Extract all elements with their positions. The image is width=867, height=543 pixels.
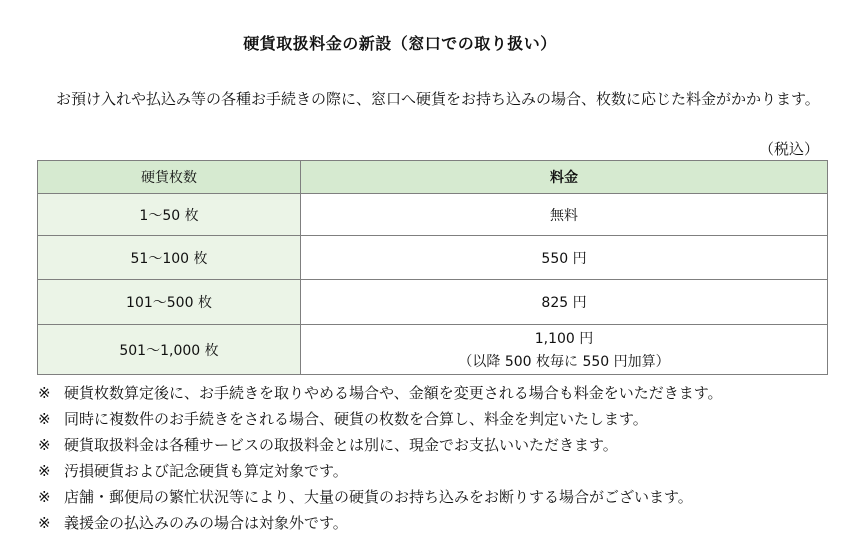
note-mark: ※ (38, 514, 51, 532)
note-item (38, 406, 838, 432)
note-item (38, 432, 838, 458)
fee-cell (301, 280, 828, 325)
note-text: 同時に複数件のお手続きをされる場合、硬貨の枚数を合算し、料金を判定いたします。 (64, 410, 648, 428)
fee-value: 無料 (550, 207, 578, 224)
note-text: 硬貨枚数算定後に、お手続きを取りやめる場合や、金額を変更される場合も料金をいただきます。 (64, 384, 723, 402)
note-mark: ※ (38, 462, 51, 480)
header-fee: 料金 (301, 161, 828, 194)
note-text: 店舗・郵便局の繁忙状況等により、大量の硬貨のお持ち込みをお断りする場合がございます。 (64, 488, 693, 506)
note-mark: ※ (38, 384, 51, 402)
fee-cell (301, 194, 828, 236)
note-item (38, 510, 838, 536)
table-row (38, 325, 828, 375)
coin-count-cell: 501～1,000 枚 (38, 325, 301, 375)
fee-cell (301, 236, 828, 280)
table-header-row (38, 161, 828, 194)
intro-paragraph: お預け入れや払込み等の各種お手続きの際に、窓口へ硬貨をお持ち込みの場合、枚数に応じた料金がかかります。 (56, 90, 820, 108)
fee-value: 1,100 円 (534, 331, 594, 347)
fee-cell (301, 325, 828, 375)
note-text: 義援金の払込みのみの場合は対象外です。 (64, 514, 348, 532)
table-row (38, 280, 828, 325)
header-coin-count: 硬貨枚数 (38, 161, 301, 194)
note-mark: ※ (38, 488, 51, 506)
note-mark: ※ (38, 410, 51, 428)
coin-count-cell: 1～50 枚 (38, 194, 301, 236)
note-text: 硬貨取扱料金は各種サービスの取扱料金とは別に、現金でお支払いいただきます。 (64, 436, 618, 454)
fee-value: 825 円 (541, 295, 587, 311)
note-item (38, 484, 838, 510)
tax-included-note: （税込） (758, 140, 819, 158)
fee-additional-note: （以降 500 枚毎に 550 円加算） (458, 354, 670, 370)
fee-value: 550 円 (541, 250, 587, 267)
table-row (38, 194, 828, 236)
coin-count-cell: 101～500 枚 (38, 280, 301, 325)
note-mark: ※ (38, 436, 51, 454)
note-item (38, 380, 838, 406)
page-title: 硬貨取扱料金の新設（窓口での取り扱い） (243, 34, 557, 53)
coin-count-cell: 51～100 枚 (38, 236, 301, 280)
note-text: 汚損硬貨および記念硬貨も算定対象です。 (64, 462, 348, 480)
table-row (38, 236, 828, 280)
notes-list (38, 380, 838, 536)
coin-fee-table (37, 160, 828, 375)
note-item (38, 458, 838, 484)
